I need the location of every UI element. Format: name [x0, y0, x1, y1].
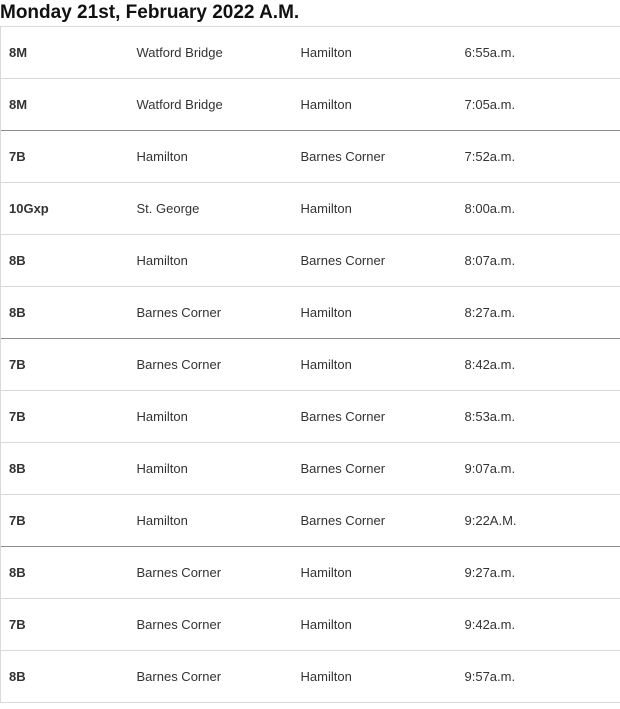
from-cell: Hamilton — [129, 131, 293, 183]
from-cell: Watford Bridge — [129, 79, 293, 131]
route-cell: 10Gxp — [1, 183, 129, 235]
table-row — [1, 391, 620, 443]
route-cell: 7B — [1, 339, 129, 391]
from-cell: Barnes Corner — [129, 339, 293, 391]
to-cell: Barnes Corner — [293, 495, 457, 547]
time-cell: 9:42a.m. — [457, 599, 620, 651]
time-cell: 9:22A.M. — [457, 495, 620, 547]
time-cell: 6:55a.m. — [457, 27, 620, 79]
time-cell: 7:05a.m. — [457, 79, 620, 131]
from-cell: Barnes Corner — [129, 547, 293, 599]
time-cell: 8:42a.m. — [457, 339, 620, 391]
time-cell: 8:00a.m. — [457, 183, 620, 235]
to-cell: Barnes Corner — [293, 131, 457, 183]
route-cell: 8B — [1, 443, 129, 495]
schedule-body — [1, 27, 620, 703]
route-cell: 7B — [1, 599, 129, 651]
to-cell: Barnes Corner — [293, 235, 457, 287]
route-cell: 8B — [1, 287, 129, 339]
to-cell: Barnes Corner — [293, 391, 457, 443]
time-cell: 7:52a.m. — [457, 131, 620, 183]
from-cell: Barnes Corner — [129, 599, 293, 651]
to-cell: Hamilton — [293, 599, 457, 651]
to-cell: Hamilton — [293, 287, 457, 339]
to-cell: Hamilton — [293, 183, 457, 235]
time-cell: 8:53a.m. — [457, 391, 620, 443]
route-cell: 7B — [1, 391, 129, 443]
from-cell: Hamilton — [129, 391, 293, 443]
to-cell: Hamilton — [293, 27, 457, 79]
route-cell: 8B — [1, 651, 129, 703]
time-cell: 9:57a.m. — [457, 651, 620, 703]
from-cell: Hamilton — [129, 443, 293, 495]
table-row — [1, 287, 620, 339]
table-row — [1, 443, 620, 495]
route-cell: 7B — [1, 495, 129, 547]
schedule-table — [0, 26, 620, 703]
to-cell: Hamilton — [293, 79, 457, 131]
table-row — [1, 183, 620, 235]
route-cell: 8B — [1, 235, 129, 287]
table-row — [1, 651, 620, 703]
from-cell: Barnes Corner — [129, 287, 293, 339]
table-row — [1, 79, 620, 131]
table-row — [1, 547, 620, 599]
table-row — [1, 131, 620, 183]
table-row — [1, 599, 620, 651]
from-cell: Hamilton — [129, 495, 293, 547]
table-row — [1, 27, 620, 79]
to-cell: Hamilton — [293, 547, 457, 599]
time-cell: 8:27a.m. — [457, 287, 620, 339]
route-cell: 8M — [1, 79, 129, 131]
to-cell: Barnes Corner — [293, 443, 457, 495]
from-cell: Barnes Corner — [129, 651, 293, 703]
to-cell: Hamilton — [293, 339, 457, 391]
table-row — [1, 495, 620, 547]
from-cell: Watford Bridge — [129, 27, 293, 79]
table-row — [1, 235, 620, 287]
time-cell: 8:07a.m. — [457, 235, 620, 287]
time-cell: 9:27a.m. — [457, 547, 620, 599]
route-cell: 7B — [1, 131, 129, 183]
to-cell: Hamilton — [293, 651, 457, 703]
table-row — [1, 339, 620, 391]
route-cell: 8B — [1, 547, 129, 599]
page-title: Monday 21st, February 2022 A.M. — [0, 2, 300, 23]
route-cell: 8M — [1, 27, 129, 79]
time-cell: 9:07a.m. — [457, 443, 620, 495]
from-cell: St. George — [129, 183, 293, 235]
from-cell: Hamilton — [129, 235, 293, 287]
